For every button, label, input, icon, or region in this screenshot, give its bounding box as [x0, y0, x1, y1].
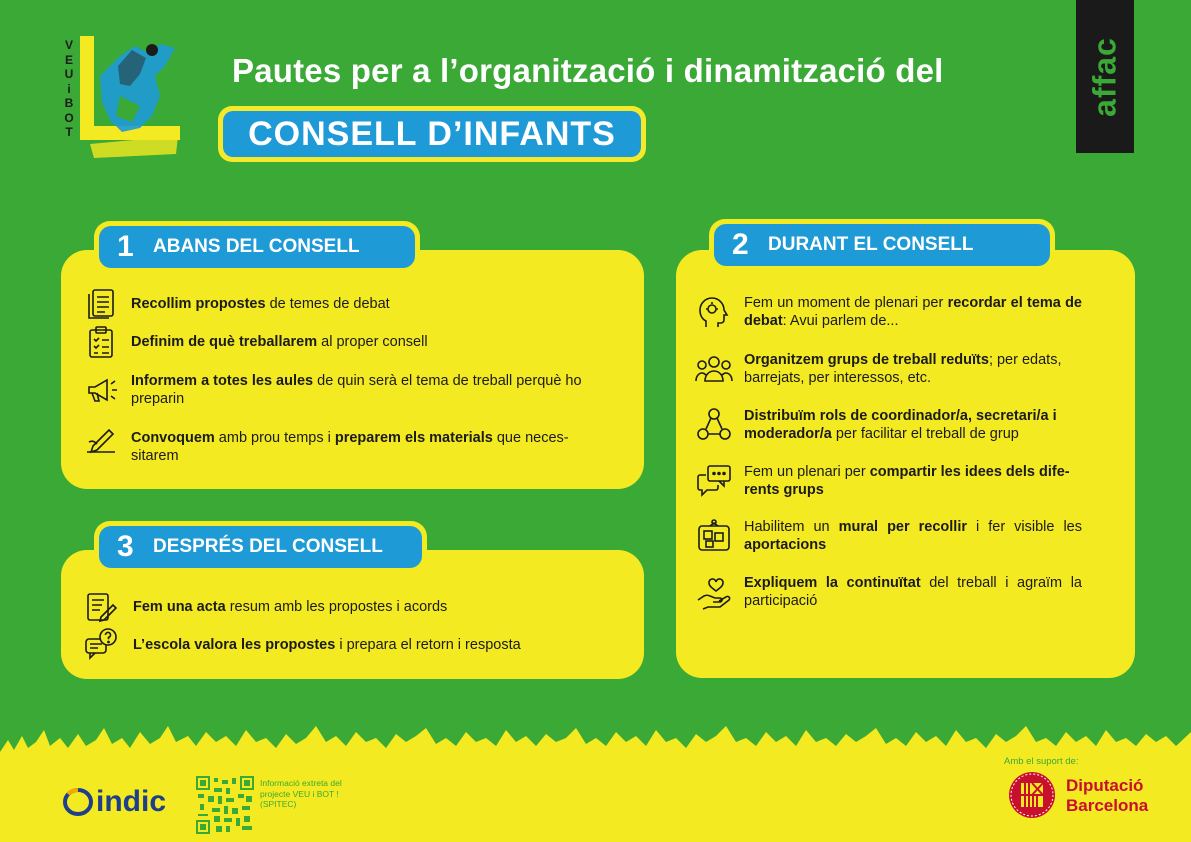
list-item: Definim de què treballarem al proper consell — [83, 324, 603, 360]
indic-logo: indic — [62, 785, 166, 819]
support-label: Amb el suport de: — [1004, 756, 1079, 767]
list-item: Habilitem un mural per recollir i fer visible les aportacions — [696, 518, 1096, 554]
documents-icon — [83, 286, 119, 322]
page-title-main: CONSELL D’INFANTS — [248, 114, 616, 153]
list-item: Informem a totes les aules de quin serà el tema de treball perquè ho preparin — [83, 372, 603, 408]
list-item: Distribuïm rols de coordinador/a, secretari/a i moderador/a per facilitar el treball de grup — [696, 407, 1096, 443]
affac-logo: affac — [1076, 0, 1134, 153]
checklist-icon — [83, 324, 119, 360]
writing-hand-icon — [83, 422, 119, 458]
page-title: Pautes per a l’organització i dinamització del — [232, 52, 944, 89]
section-durant-header — [709, 219, 1055, 271]
section-title: DURANT EL CONSELL — [768, 234, 974, 255]
group-icon — [694, 351, 734, 387]
section-despres-header — [94, 521, 427, 573]
section-abans-header — [94, 221, 420, 273]
qr-caption: Informació extreta del projecte VEU i BOT ! (SPITEC) — [260, 778, 342, 809]
title-badge — [218, 106, 646, 162]
logo-letters: V E U i B O T — [64, 38, 74, 139]
diputacio-seal-icon — [1008, 771, 1056, 819]
list-item: Fem una acta resum amb les propostes i acords — [83, 589, 623, 625]
board-icon — [696, 518, 732, 554]
megaphone-icon — [83, 372, 119, 408]
roles-network-icon — [696, 407, 732, 443]
list-item: Fem un moment de plenari per recordar el tema de debat: Avui parlem de... — [696, 294, 1096, 330]
section-number: 1 — [117, 230, 134, 263]
section-title: ABANS DEL CONSELL — [153, 236, 360, 257]
heart-hand-icon — [696, 574, 732, 610]
question-chat-icon — [83, 627, 119, 663]
head-idea-icon — [696, 294, 732, 330]
section-title: DESPRÉS DEL CONSELL — [153, 536, 383, 557]
minutes-pencil-icon — [83, 589, 119, 625]
list-item: L’escola valora les propostes i prepara el retorn i resposta — [83, 627, 623, 663]
list-item: Recollim propostes de temes de debat — [83, 286, 603, 322]
list-item: Organitzem grups de treball reduïts; per edats, barrejats, per interessos, etc. — [694, 351, 1094, 387]
diputacio-logo-text: Diputació Barcelona — [1066, 776, 1149, 815]
list-item: Convoquem amb prou temps i preparem els materials que neces-sitarem — [83, 422, 603, 465]
list-item: Expliquem la continuïtat del treball i agraïm la participació — [696, 574, 1096, 610]
list-item: Fem un plenari per compartir les idees dels dife-rents grups — [696, 463, 1096, 499]
qr-code — [196, 776, 254, 834]
chat-bubbles-icon — [696, 463, 732, 499]
veu-i-bot-logo — [60, 36, 182, 160]
indic-logo-mark — [62, 787, 96, 817]
section-number: 2 — [732, 228, 749, 261]
section-number: 3 — [117, 530, 134, 563]
